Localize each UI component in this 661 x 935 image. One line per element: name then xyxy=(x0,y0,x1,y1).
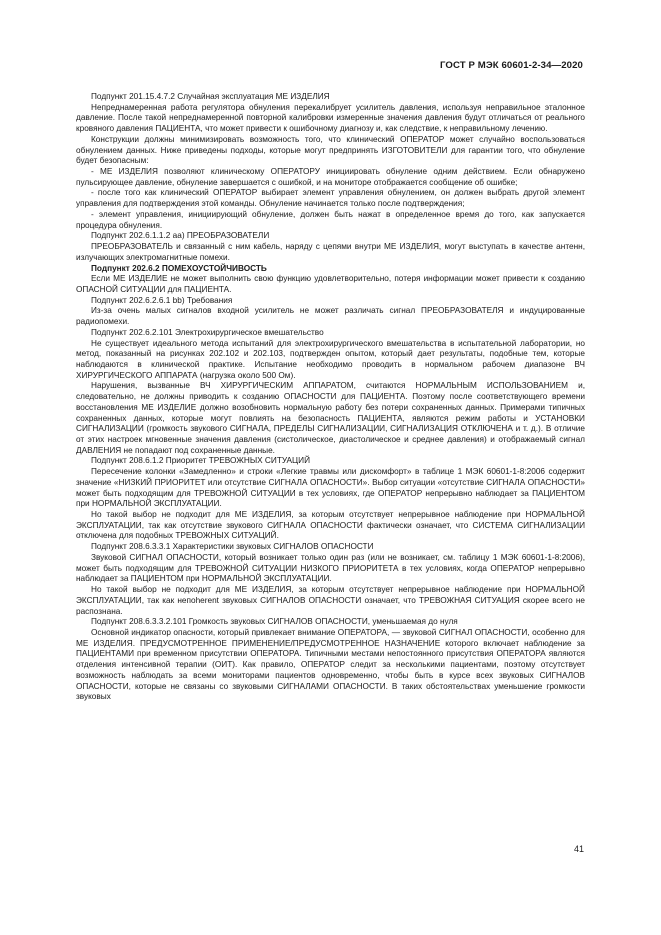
document-body xyxy=(76,92,585,703)
paragraph: Основной индикатор опасности, который привлекает внимание ОПЕРАТОРА, — звуковой СИГНАЛ ОПАСНОСТИ, особенно для МЕ ИЗДЕЛИЯ. ПРЕДУСМОТРЕННОЕ ПРИМЕНЕНИЕ/ПРЕДУСМОТРЕННОЕ НАЗНАЧЕНИЕ которого включает наблюдение за ПАЦИЕНТАМИ при временном присутствии ОПЕРАТОРА. Типичными местами непостоянного присутствия ОПЕРАТОРА являются отделения интенсивной терапии (ОИТ). Как правило, ОПЕРАТОР следит за несколькими пациентами, поэтому отсутствует возможность наблюдать за всеми мониторами пациентов одновременно, чтобы быть в курсе всех звуковых СИГНАЛОВ ОПАСНОСТИ, которые не связаны со звуковыми СИГНАЛАМИ ОПАСНОСТИ. В таких обстоятельствах уменьшение громкости звуковых xyxy=(76,627,585,702)
paragraph: Непреднамеренная работа регулятора обнуления перекалибрует усилитель давления, используя неправильное эталонное давление. После такой непреднамеренной повторной калибровки измеренные значения давления будут отличаться от реального кровяного давления ПАЦИЕНТА, что может привести к ошибочному диагнозу и, как следствие, к неправильному лечению. xyxy=(76,102,585,134)
list-item: - после того как клинический ОПЕРАТОР выбирает элемент управления обнулением, он должен выбрать другой элемент управления для подтверждения этой команды. Обнуление начинается только после подтверждения; xyxy=(76,188,585,209)
page-number: 41 xyxy=(573,844,584,854)
paragraph: Но такой выбор не подходит для МЕ ИЗДЕЛИЯ, за которым отсутствует непрерывное наблюдение при НОРМАЛЬНОЙ ЭКСПЛУАТАЦИИ, так как непоherent звуковых СИГНАЛОВ ОПАСНОСТИ означает, что ТРЕВОЖНАЯ СИТУАЦИЯ скорее всего не распознана. xyxy=(76,585,585,616)
list-item: - элемент управления, инициирующий обнуление, должен быть нажат в определенное время до того, как запускается процедура обнуления. xyxy=(76,209,585,230)
list-item: - МЕ ИЗДЕЛИЯ позволяют клиническому ОПЕРАТОРУ инициировать обнуление одним действием. Если обнаружено пульсирующее давление, обнуление завершается с ошибкой, и на мониторе отображается сообщение об ошибке; xyxy=(76,167,585,187)
paragraph: Из-за очень малых сигналов входной усилитель не может различать сигнал ПРЕОБРАЗОВАТЕЛЯ и индуцированные радиопомехи. xyxy=(76,306,585,327)
subclause-heading: Подпункт 202.6.2.101 Электрохирургическое вмешательство xyxy=(91,327,324,337)
standard-header: ГОСТ Р МЭК 60601-2-34—2020 xyxy=(439,60,583,71)
paragraph: Конструкции должны минимизировать возможность того, что клинический ОПЕРАТОР может случайно воспользоваться обнулением данных. Ниже приведены подходы, которые могут предпринять ИЗГОТОВИТЕЛИ для гарантии того, что обнуление будет безопасным: xyxy=(76,134,585,166)
paragraph: Но такой выбор не подходит для МЕ ИЗДЕЛИЯ, за которым отсутствует непрерывное наблюдение при НОРМАЛЬНОЙ ЭКСПЛУАТАЦИИ, так как отсутствие звукового СИГНАЛА ОПАСНОСТИ фактически означает, что СИСТЕМА СИГНАЛИЗАЦИИ отключена для подобных ТРЕВОЖНЫХ СИТУАЦИЙ. xyxy=(76,510,585,541)
subclause-heading: Подпункт 208.6.1.2 Приоритет ТРЕВОЖНЫХ СИТУАЦИЙ xyxy=(91,456,311,466)
paragraph: ПРЕОБРАЗОВАТЕЛЬ и связанный с ним кабель, наряду с цепями внутри МЕ ИЗДЕЛИЯ, могут выступать в качестве антенн, излучающих электромагнитные помехи. xyxy=(76,242,585,262)
paragraph: Нарушения, вызванные ВЧ ХИРУРГИЧЕСКИМ АППАРАТОМ, считаются НОРМАЛЬНЫМ ИСПОЛЬЗОВАНИЕМ и, следовательно, не должны приводить к созданию ОПАСНОСТИ для ПАЦИЕНТА. Поэтому после соответствующего времени восстановления МЕ ИЗДЕЛИЕ должно возобновить нормальную работу без потери сохраненных данных. Примерами типичных сохраненных данных, которые могут повлиять на безопасность ПАЦИЕНТА, являются режим работы и УСТАНОВКИ СИГНАЛИЗАЦИИ (громкость звукового СИГНАЛА, ПРЕДЕЛЫ СИГНАЛИЗАЦИИ, СИГНАЛИЗАЦИЯ ОТКЛЮЧЕНА и т. д.). В отличие от этих настроек мгновенные значения давления (систолическое, диастолическое и среднее давления) и отображаемый сигнал ДАВЛЕНИЯ не попадают под сохраненные данные. xyxy=(76,381,585,455)
paragraph: Если МЕ ИЗДЕЛИЕ не может выполнить свою функцию удовлетворительно, потеря информации может привести к созданию ОПАСНОЙ СИТУАЦИИ для ПАЦИЕНТА. xyxy=(76,274,585,294)
subclause-heading: Подпункт 202.6.1.1.2 аа) ПРЕОБРАЗОВАТЕЛИ xyxy=(91,231,270,241)
paragraph: Не существует идеального метода испытаний для электрохирургического вмешательства в испытательной лаборатории, но метод, показанный на рисунках 202.102 и 202.103, подтвержден опытом, который дает результаты, подобные тем, которые наблюдаются в клинической практике. Испытание необходимо проводить в нормальном рабочем диапазоне ВЧ ХИРУРГИЧЕСКОГО АППАРАТА (нагрузка около 500 Ом). xyxy=(76,338,585,380)
subclause-heading-bold: Подпункт 202.6.2 ПОМЕХОУСТОЙЧИВОСТЬ xyxy=(91,263,267,273)
subclause-heading: Подпункт 202.6.2.6.1 bb) Требования xyxy=(91,295,233,305)
subclause-heading: Подпункт 201.15.4.7.2 Случайная эксплуатация МЕ ИЗДЕЛИЯ xyxy=(91,92,330,101)
subclause-heading: Подпункт 208.6.3.3.1 Характеристики звуковых СИГНАЛОВ ОПАСНОСТИ xyxy=(91,542,374,552)
paragraph: Пересечение колонки «Замедленно» и строки «Легкие травмы или дискомфорт» в таблице 1 МЭК 60601-1-8:2006 содержит значение «НИЗКИЙ ПРИОРИТЕТ или отсутствие СИГНАЛА ОПАСНОСТИ». Выбор ситуации «отсутствие СИГНАЛА ОПАСНОСТИ» может быть подходящим для ТРЕВОЖНОЙ СИТУАЦИИ в тех условиях, где ОПЕРАТОР непрерывно наблюдает за ПАЦИЕНТОМ при НОРМАЛЬНОЙ ЭКСПЛУАТАЦИИ. xyxy=(76,467,585,509)
paragraph: Звуковой СИГНАЛ ОПАСНОСТИ, который возникает только один раз (или не возникает, см. таблицу 1 МЭК 60601-1-8:2006), может быть подходящим для ТРЕВОЖНОЙ СИТУАЦИИ НИЗКОГО ПРИОРИТЕТА в тех условиях, когда ОПЕРАТОР непрерывно наблюдает за ПАЦИЕНТОМ при НОРМАЛЬНОЙ ЭКСПЛУАТАЦИИ. xyxy=(76,552,585,584)
subclause-heading: Подпункт 208.6.3.3.2.101 Громкость звуковых СИГНАЛОВ ОПАСНОСТИ, уменьшаемая до нуля xyxy=(91,617,458,627)
